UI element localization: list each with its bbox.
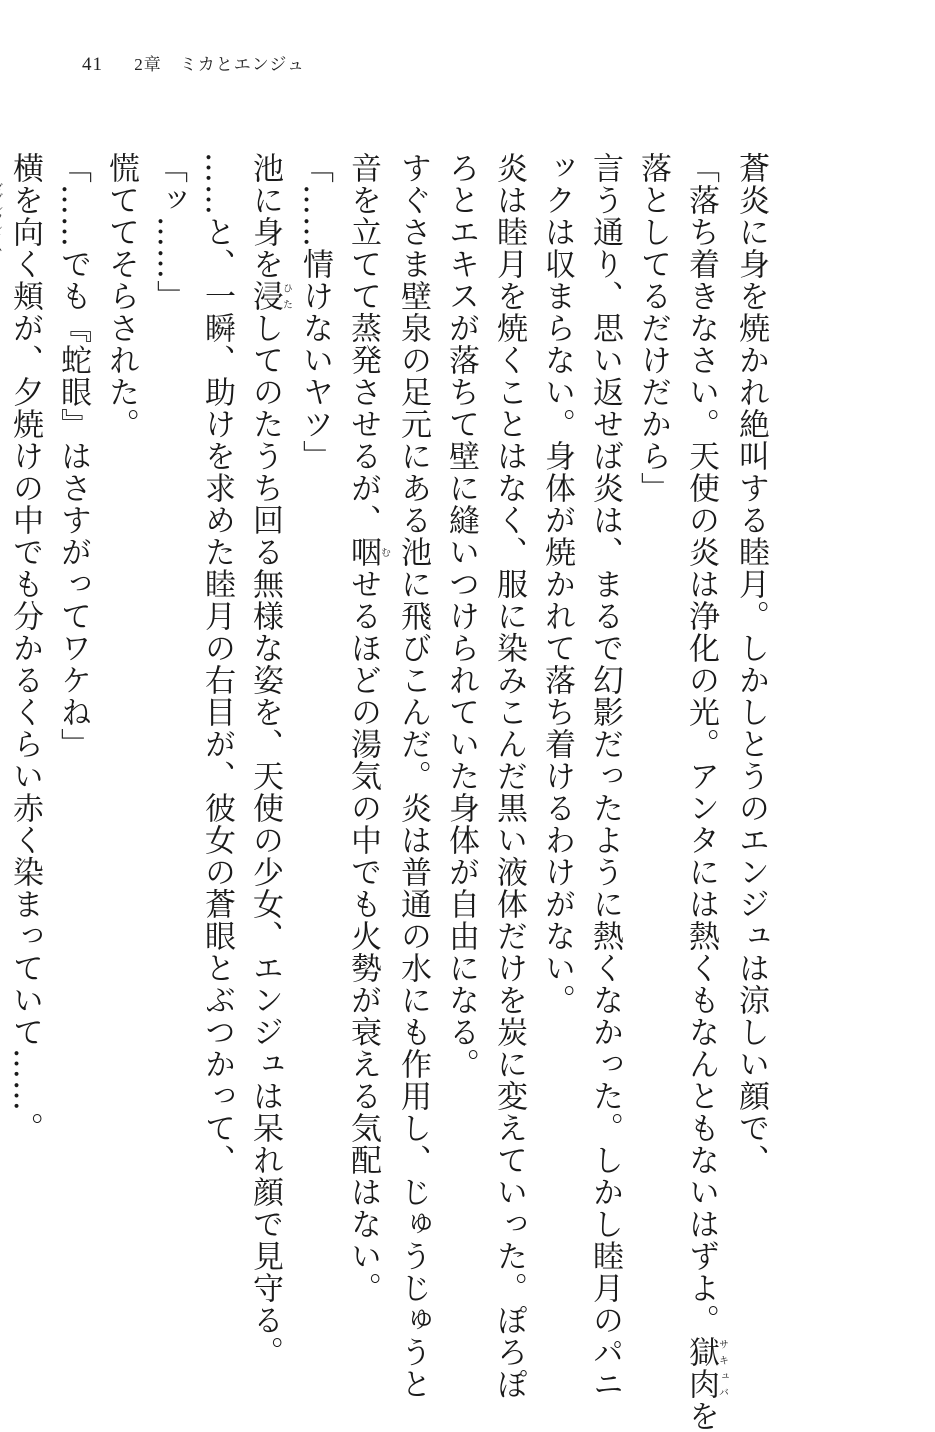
text-line: ックは収まらない。身体が焼かれて落ち着けるわけがない。 (539, 152, 575, 1016)
text-line: すぐさま壁泉の足元にある池に飛びこんだ。炎は普通の水にも作用し、じゅうじゅうと (395, 152, 431, 1400)
page-header (82, 50, 305, 76)
furigana: 浸ひた (247, 280, 292, 312)
text-line: ろとエキスが落ちて壁に縫いつけられていた身体が自由になる。 (443, 152, 479, 1080)
text-line: 「ッ……」 (151, 152, 187, 312)
furigana-reading: ひた (280, 280, 292, 312)
text-line: 炎は睦月を焼くことはなく、服に染みこんだ黒い液体だけを炭に変えていった。ぽろぽ (491, 152, 527, 1400)
furigana: 咽む (345, 536, 390, 568)
chapter-title: 2章 ミカとエンジュ (134, 55, 305, 74)
text-line: 言う通り、思い返せば炎は、まるで幻影だったように熱くなかった。しかし睦月のパニ (587, 152, 623, 1400)
page-number: 41 (82, 54, 103, 75)
furigana-reading: む (378, 536, 390, 568)
text-line: ……と、一瞬、助けを求めた睦月の右目が、彼女の蒼眼とぶつかって、 (199, 152, 235, 1176)
body-text (7, 152, 775, 1432)
text-line: 池に身を浸ひたしてのたうち回る無様な姿を、天使の少女、エンジュは呆れ顔で見守る。 (247, 152, 292, 1368)
text-line: 慌ててそらされた。 (103, 152, 139, 440)
text-line: 「……情けないヤツ」 (297, 152, 333, 472)
furigana-reading (0, 183, 2, 253)
text-line: 音を立てて蒸発させるが、咽むせるほどの湯気の中でも火勢が衰える気配はない。 (345, 152, 390, 1304)
text-line: 蒼炎に身を焼かれ絶叫する睦月。しかしとうのエンジュは涼しい顔で、 (733, 152, 769, 1176)
furigana-reading: サキュバ (716, 1336, 728, 1400)
text-line: 「……でも『蛇眼』はさすがってワケね」 (55, 152, 91, 760)
text-line: 横を向く頬が、夕焼けの中でも分かるくらい赤く染まっていて……。 (7, 152, 43, 1144)
furigana: 獄肉サキュバ (683, 1336, 728, 1400)
text-line: 落としてるだけだから」 (635, 152, 671, 504)
text-line: 「落ち着きなさい。天使の炎は浄化の光。アンタには熱くもなんともないはずよ。獄肉サキュバを (683, 152, 728, 1432)
